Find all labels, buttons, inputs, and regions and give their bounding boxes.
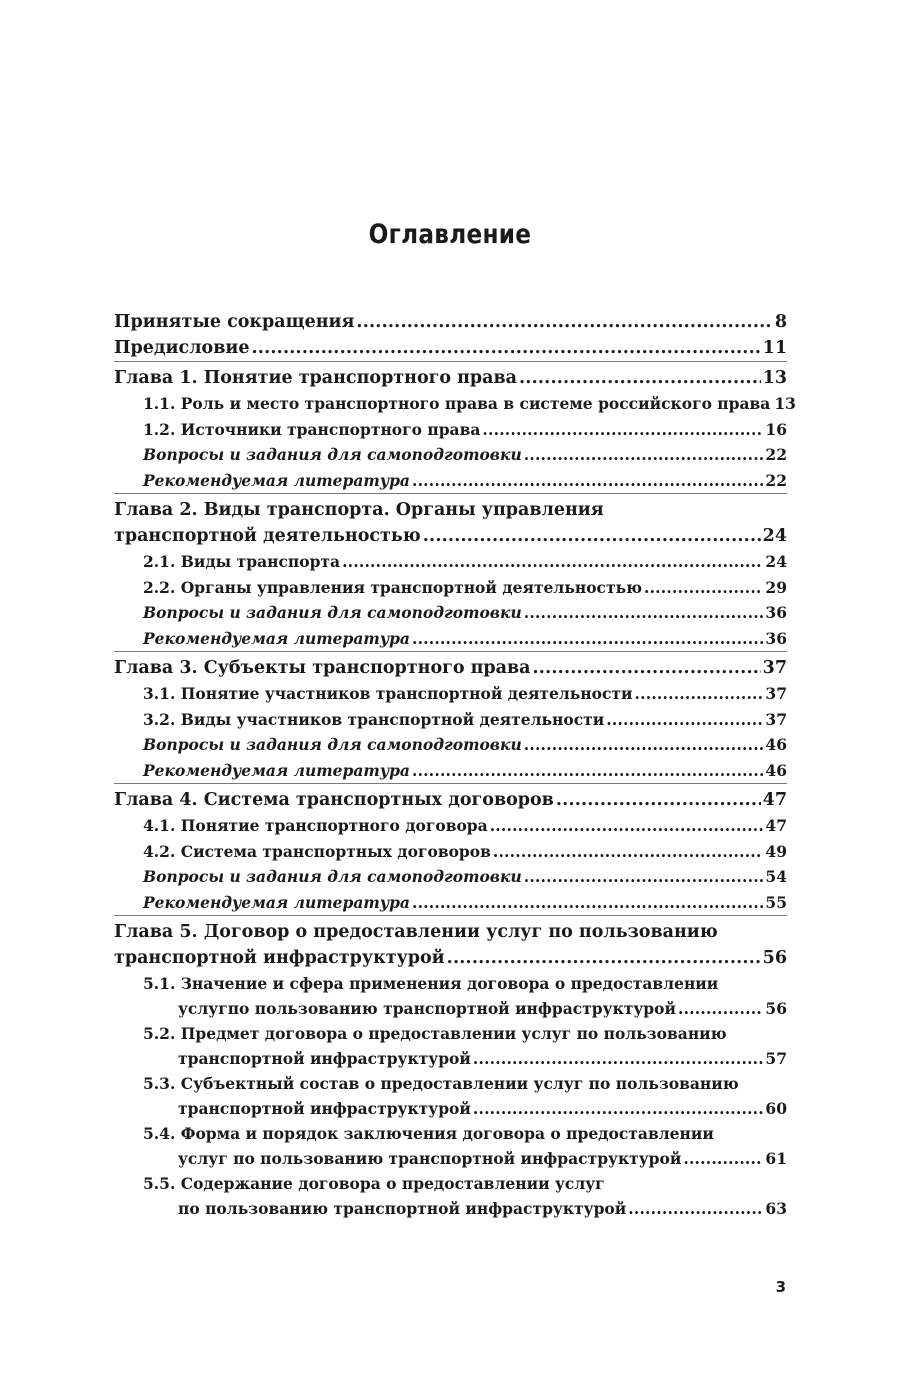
toc-chapter-title[interactable] [114,365,787,391]
toc-chapter-title[interactable] [114,523,787,549]
toc-entry-page: 56 [762,948,787,968]
toc-entry-title: 3.2. Виды участников транспортной деятельности [143,709,605,729]
toc-entry-title-line1[interactable]: 5.2. Предмет договора о предоставлении услуг по пользованию [143,1024,727,1043]
toc-chapter-2 [114,493,787,651]
dot-leader [490,813,764,839]
toc-entry-page: 37 [765,684,787,703]
toc-entry-title: 4.2. Система транспортных договоров [143,841,491,861]
dot-leader [533,655,761,681]
toc-entry-page: 54 [765,867,787,886]
toc-entry-title: 3.1. Понятие участников транспортной деятельности [143,684,633,703]
toc-section [114,813,787,839]
toc-chapter-5 [114,915,787,1221]
toc-entry-title: Вопросы и задания для самоподготовки [143,445,522,464]
toc-entry-title: Рекомендуемая литература [143,470,410,490]
toc-section [114,575,787,601]
toc-entry-page: 24 [762,526,787,546]
toc-entry-title: Рекомендуемая литература [143,760,410,780]
dot-leader [678,996,763,1021]
dot-leader [412,626,763,652]
toc-entry-title: Вопросы и задания для самоподготовки [143,735,522,754]
toc-entry-page: 36 [765,628,787,648]
toc-entry-page: 29 [765,577,787,597]
toc-entry-title: услуг по пользованию транспортной инфраструктурой [178,1149,682,1168]
toc-entry-page: 56 [765,999,787,1018]
toc-entry-page: 13 [762,368,787,388]
toc-entry[interactable] [143,996,787,1021]
toc-entry-questions[interactable] [143,864,787,890]
page-title: Оглавление [368,219,532,250]
toc-entry-page: 61 [765,1149,787,1168]
dot-leader [524,442,764,468]
toc-section [114,417,787,443]
toc-entry-title-line1[interactable]: 5.4. Форма и порядок заключения договора о предоставлении [143,1124,714,1143]
toc-chapter-4 [114,783,787,915]
toc-chapter-title-line1[interactable]: Глава 5. Договор о предоставлении услуг по пользованию [114,922,718,942]
page-number: 3 [775,1278,786,1296]
toc-entry-preface[interactable] [114,335,787,361]
toc-entry-page: 36 [765,603,787,622]
toc-entry-page: 46 [765,735,787,754]
dot-leader [493,839,764,865]
toc-entry-page: 47 [765,816,787,835]
toc-entry-title: по пользованию транспортной инфраструктурой [178,1199,627,1218]
toc-section [114,758,787,784]
dot-leader [412,468,763,494]
toc-entry-title: Рекомендуемая литература [143,628,410,648]
toc-section [114,732,787,758]
toc-section [114,1171,787,1221]
toc-section [114,626,787,652]
toc-entry-page: 37 [765,709,787,729]
toc-entry-title: Рекомендуемая литература [143,892,410,912]
dot-leader [628,1196,763,1221]
toc-entry-page: 13 [774,394,796,413]
dot-leader [524,864,764,890]
toc-entry[interactable] [143,839,787,865]
dot-leader [447,945,761,971]
dot-leader [412,758,763,784]
toc-entry-title: услугпо пользованию транспортной инфраструктурой [178,999,676,1018]
toc-entry-title: Предисловие [114,338,250,358]
toc-entry[interactable] [143,707,787,733]
toc-entry-page: 24 [765,552,787,571]
dot-leader [519,365,761,391]
dot-leader [482,417,763,443]
toc-entry[interactable] [143,813,787,839]
toc-entry-title: транспортной инфраструктурой [178,1049,471,1068]
toc-entry[interactable] [143,1196,787,1221]
toc-chapter-title[interactable] [114,787,787,813]
dot-leader [251,335,760,361]
toc-entry-page: 11 [762,338,787,358]
dot-leader [423,523,761,549]
dot-leader [556,787,761,813]
toc-entry-title: 2.2. Органы управления транспортной деятельностью [143,577,642,597]
toc-entry-title: 1.1. Роль и место транспортного права в системе российского права [143,394,771,413]
toc-entry[interactable] [143,1146,787,1171]
toc-entry-questions[interactable] [143,600,787,626]
toc-entry-title: 1.2. Источники транспортного права [143,419,481,439]
toc-entry-title: Принятые сокращения [114,312,355,332]
dot-leader [683,1146,763,1171]
toc-entry[interactable] [143,391,796,417]
toc-section [114,839,787,865]
toc-section [114,681,787,707]
toc-section [114,1071,787,1121]
toc-section [114,1121,787,1171]
toc-chapter-3 [114,651,787,783]
toc-entry-title: 4.1. Понятие транспортного договора [143,816,488,835]
toc-entry-page: 63 [765,1199,787,1218]
toc-section [114,890,787,916]
toc-entry-page: 22 [765,445,787,464]
toc-entry[interactable] [143,1096,787,1121]
toc-entry[interactable] [143,1046,787,1071]
toc-entry-page: 37 [762,658,787,678]
toc-entry-title: транспортной деятельностью [114,526,421,546]
toc-chapter-title[interactable] [114,655,787,681]
toc-entry-literature[interactable] [143,758,787,784]
toc-entry-title: Глава 1. Понятие транспортного права [114,368,517,388]
toc-entry[interactable] [143,681,787,707]
toc-chapter-1 [114,361,796,493]
toc-entry[interactable] [143,417,787,443]
dot-leader [644,575,763,601]
toc-entry-page: 16 [765,419,787,439]
toc-entry-title: Глава 3. Субъекты транспортного права [114,658,531,678]
dot-leader [342,549,763,575]
toc-entry-title: Вопросы и задания для самоподготовки [143,603,522,622]
toc-section [114,442,787,468]
toc-entry-title-line1[interactable]: 5.5. Содержание договора о предоставлении услуг [143,1174,605,1193]
toc-entry-title-line1[interactable]: 5.1. Значение и сфера применения договора о предоставлении [143,974,719,993]
dot-leader [412,890,763,916]
toc-entry-title-line1[interactable]: 5.3. Субъектный состав о предоставлении услуг по пользованию [143,1074,739,1093]
dot-leader [524,732,764,758]
toc-entry-title: Глава 4. Система транспортных договоров [114,790,554,810]
toc-entry-page: 60 [765,1099,787,1118]
toc-entry-literature[interactable] [143,468,787,494]
toc-entry-page: 55 [765,892,787,912]
toc-chapter-title-line1[interactable]: Глава 2. Виды транспорта. Органы управления [114,500,604,520]
toc-entry-literature[interactable] [143,890,787,916]
toc-entry-questions[interactable] [143,442,787,468]
toc-front-matter [114,306,787,361]
dot-leader [635,681,764,707]
toc-chapter-title[interactable] [114,945,787,971]
dot-leader [606,707,763,733]
toc-entry-questions[interactable] [143,732,787,758]
dot-leader [473,1046,764,1071]
toc-entry-title: транспортной инфраструктурой [178,1099,471,1118]
toc-entry[interactable] [143,575,787,601]
toc-entry-page: 49 [765,841,787,861]
toc-entry-abbreviations[interactable] [114,309,787,335]
toc-entry-title: Вопросы и задания для самоподготовки [143,867,522,886]
toc-entry-literature[interactable] [143,626,787,652]
toc-section [114,864,787,890]
dot-leader [356,309,772,335]
toc-section [114,600,787,626]
toc-section [114,391,796,417]
toc-section [114,971,787,1021]
toc-entry-page: 22 [765,470,787,490]
toc-section [114,549,787,575]
dot-leader [524,600,764,626]
dot-leader [473,1096,764,1121]
toc-entry-page: 57 [765,1049,787,1068]
toc-entry-page: 46 [765,760,787,780]
table-of-contents [114,306,796,1221]
toc-section [114,1021,787,1071]
toc-section [114,707,787,733]
toc-entry-page: 47 [762,790,787,810]
toc-entry-title: 2.1. Виды транспорта [143,552,341,571]
toc-entry[interactable] [143,549,787,575]
toc-entry-page: 8 [774,312,787,332]
toc-entry-title: транспортной инфраструктурой [114,948,445,968]
toc-section [114,468,787,494]
